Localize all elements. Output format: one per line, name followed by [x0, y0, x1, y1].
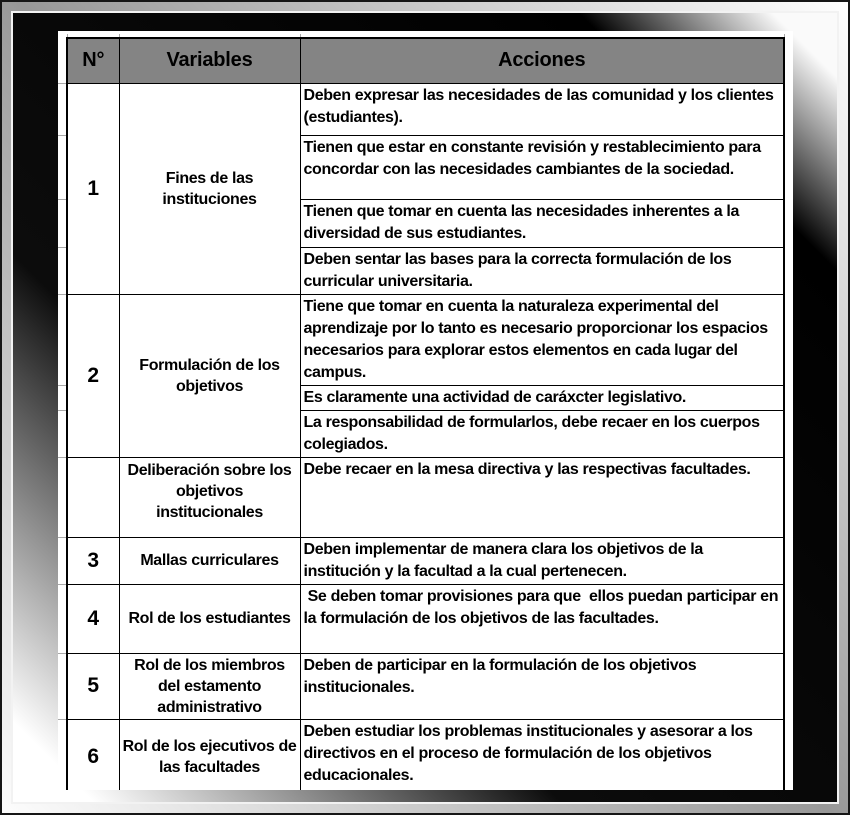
variables-acciones-table — [58, 34, 785, 790]
table-row — [58, 653, 784, 719]
num-cell: 4 — [67, 584, 119, 653]
frame-gradient-band — [13, 13, 837, 802]
variable-cell: Fines de las instituciones — [119, 83, 300, 294]
gutter-tick — [58, 294, 67, 385]
gutter-tick — [58, 719, 67, 790]
variable-cell: Deliberación sobre los objetivos institucionales — [119, 457, 300, 537]
gutter-tick — [58, 385, 67, 410]
table-row — [58, 457, 784, 537]
table-row — [58, 584, 784, 653]
action-cell: Deben implementar de manera clara los objetivos de la institución y la facultad a la cual pertenecen. — [300, 537, 784, 584]
num-cell: 3 — [67, 537, 119, 584]
table-row — [58, 294, 784, 385]
action-cell: Deben expresar las necesidades de las comunidad y los clientes (estudiantes). — [300, 83, 784, 135]
num-cell: 1 — [67, 83, 119, 294]
action-cell: Tiene que tomar en cuenta la naturaleza experimental del aprendizaje por lo tanto es necesario proporcionar los espacios necesarios para explorar estos elementos en cada lugar del campus. — [300, 294, 784, 385]
variable-cell: Formulación de los objetivos — [119, 294, 300, 457]
action-cell: Es claramente una actividad de caráxcter legislativo. — [300, 385, 784, 410]
action-cell: Debe recaer en la mesa directiva y las respectivas facultades. — [300, 457, 784, 537]
gutter-tick — [58, 410, 67, 457]
header-cell-num: N° — [67, 38, 119, 83]
variable-cell: Rol de los estudiantes — [119, 584, 300, 653]
num-cell: 2 — [67, 294, 119, 457]
table-row — [58, 719, 784, 790]
gutter-tick — [58, 537, 67, 584]
action-cell: Deben sentar las bases para la correcta formulación de los curricular universitaria. — [300, 247, 784, 294]
table-row — [58, 537, 784, 584]
action-cell: Se deben tomar provisiones para que ellos puedan participar en la formulación de los objetivos de las facultades. — [300, 584, 784, 653]
header-row — [58, 38, 784, 83]
num-cell: 5 — [67, 653, 119, 719]
gutter-tick — [58, 457, 67, 537]
table-row — [58, 83, 784, 135]
action-cell: Deben de participar en la formulación de los objetivos institucionales. — [300, 653, 784, 719]
gutter-tick — [58, 38, 67, 83]
action-cell: Deben estudiar los problemas institucionales y asesorar a los directivos en el proceso de formulación de los objetivos educacionales. — [300, 719, 784, 790]
num-cell: 6 — [67, 719, 119, 790]
action-cell: La responsabilidad de formularlos, debe recaer en los cuerpos colegiados. — [300, 410, 784, 457]
num-cell — [67, 457, 119, 537]
action-cell: Tienen que tomar en cuenta las necesidades inherentes a la diversidad de sus estudiantes. — [300, 199, 784, 247]
variable-cell: Mallas curriculares — [119, 537, 300, 584]
frame-silver-strip — [2, 2, 848, 813]
variable-cell: Rol de los miembros del estamento administrativo — [119, 653, 300, 719]
document-page — [58, 31, 793, 790]
frame-highlight-line — [11, 11, 839, 804]
header-cell-variables: Variables — [119, 38, 300, 83]
gutter-tick — [58, 199, 67, 247]
variable-cell: Rol de los ejecutivos de las facultades — [119, 719, 300, 790]
action-cell: Tienen que estar en constante revisión y restablecimiento para concordar con las necesidades cambiantes de la sociedad. — [300, 135, 784, 199]
gutter-tick — [58, 135, 67, 199]
gutter-tick — [58, 653, 67, 719]
gutter-tick — [58, 584, 67, 653]
header-cell-acciones: Acciones — [300, 38, 784, 83]
gutter-tick — [58, 247, 67, 294]
gutter-tick — [58, 83, 67, 135]
